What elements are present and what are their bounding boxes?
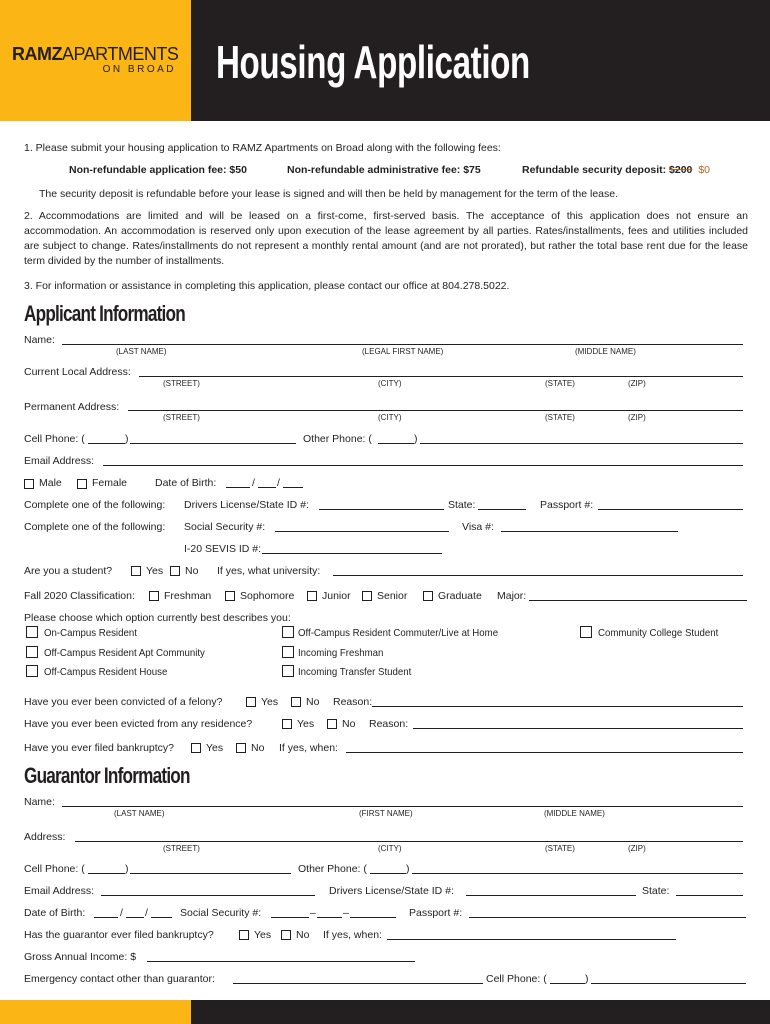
guarantor-dl-label: Drivers License/State ID #: <box>329 885 454 897</box>
logo <box>12 44 182 75</box>
logo-bold: RAMZ <box>12 44 62 64</box>
state-caption: (STATE) <box>545 844 575 853</box>
zip-caption: (ZIP) <box>628 844 646 853</box>
senior-checkbox[interactable] <box>362 591 372 601</box>
deposit-note: The security deposit is refundable before your lease is signed and will then be held by management for the term of the lease. <box>39 188 619 200</box>
guarantor-ssn-label: Social Security #: <box>180 907 262 919</box>
dob-day-field[interactable] <box>258 487 276 488</box>
felony-no-checkbox[interactable] <box>291 697 301 707</box>
student-no-label: No <box>185 565 199 577</box>
evicted-no-checkbox[interactable] <box>327 719 337 729</box>
emergency-cell-label: Cell Phone: ( <box>486 973 547 985</box>
state-caption: (STATE) <box>545 379 575 388</box>
guarantor-heading: Guarantor Information <box>24 763 190 788</box>
guarantor-bankruptcy-no-label: No <box>296 929 310 941</box>
passport-field[interactable] <box>598 509 743 510</box>
bankruptcy-when-label: If yes, when: <box>279 742 338 754</box>
state-label: State: <box>448 499 476 511</box>
major-field[interactable] <box>529 600 747 601</box>
guarantor-dob-slash: / <box>120 907 123 919</box>
incoming-transfer-checkbox[interactable] <box>282 665 294 677</box>
emergency-contact-label: Emergency contact other than guarantor: <box>24 973 215 985</box>
city-caption: (CITY) <box>378 844 402 853</box>
page-title: Housing Application <box>216 36 530 88</box>
evicted-yes-label: Yes <box>297 718 315 730</box>
guarantor-dl-field[interactable] <box>466 895 636 896</box>
option-label: Incoming Freshman <box>298 647 384 659</box>
street-caption: (STREET) <box>163 413 200 422</box>
option-label: Off-Campus Resident Apt Community <box>44 647 205 659</box>
evicted-question: Have you ever been evicted from any residence? <box>24 718 253 730</box>
sevis-field[interactable] <box>262 553 442 554</box>
other-paren: ) <box>414 433 418 445</box>
fee-deposit <box>522 164 710 176</box>
graduate-label: Graduate <box>438 590 482 602</box>
drivers-license-label: Drivers License/State ID #: <box>184 499 309 511</box>
junior-label: Junior <box>322 590 351 602</box>
dob-month-field[interactable] <box>226 487 250 488</box>
option-label: Off-Campus Resident Commuter/Live at Home <box>298 627 499 639</box>
student-question: Are you a student? <box>24 565 113 577</box>
off-campus-commuter-checkbox[interactable] <box>282 626 294 638</box>
current-address-label: Current Local Address: <box>24 366 131 378</box>
option-label: On-Campus Resident <box>44 627 137 639</box>
street-caption: (STREET) <box>163 844 200 853</box>
intro-item-2: 2. Accommodations are limited and will be leased on a first-come, first-served basis. The acceptance of this application does not ensure an accommodation. An accommodation is reserved only upon execution of the lease agreement by all parties. Rates/installments, fees and utilities included are subject to change. Rates/installments do not represent a monthly rental amount (and are not prorated), but rather the total base rent due for the lease term divided by the number of installments. <box>24 210 748 267</box>
footer-yellow-bar <box>0 1000 191 1024</box>
graduate-checkbox[interactable] <box>423 591 433 601</box>
guarantor-state-label: State: <box>642 885 670 897</box>
on-campus-checkbox[interactable] <box>26 626 38 638</box>
junior-checkbox[interactable] <box>307 591 317 601</box>
last-name-caption: (LAST NAME) <box>116 347 167 356</box>
felony-yes-label: Yes <box>261 696 279 708</box>
email-label: Email Address: <box>24 455 95 467</box>
felony-no-label: No <box>306 696 320 708</box>
logo-sub: ON BROAD <box>102 64 176 75</box>
first-name-caption: (LEGAL FIRST NAME) <box>362 347 444 356</box>
bankruptcy-when-field[interactable] <box>346 752 743 753</box>
felony-yes-checkbox[interactable] <box>246 697 256 707</box>
student-yes-label: Yes <box>146 565 164 577</box>
ssn-field[interactable] <box>275 531 449 532</box>
option-label: Community College Student <box>598 627 719 639</box>
zip-caption: (ZIP) <box>628 413 646 422</box>
guarantor-dob-year-field[interactable] <box>151 917 172 918</box>
guarantor-cell-area-field[interactable] <box>88 873 125 874</box>
dob-slash: / <box>252 477 255 489</box>
bankruptcy-no-label: No <box>251 742 265 754</box>
emergency-cell-paren: ) <box>585 973 589 985</box>
intro-item-1: 1. Please submit your housing application to RAMZ Apartments on Broad along with the following fees: <box>24 142 501 154</box>
cell-phone-field[interactable] <box>130 443 296 444</box>
guarantor-address-field[interactable] <box>75 841 743 842</box>
state-field[interactable] <box>478 509 526 510</box>
classification-label: Fall 2020 Classification: <box>24 590 135 602</box>
logo-rest: APARTMENTS <box>62 44 179 64</box>
fee-deposit-new: $0 <box>698 164 710 176</box>
evicted-no-label: No <box>342 718 356 730</box>
other-phone-label: Other Phone: ( <box>303 433 372 445</box>
off-campus-apt-checkbox[interactable] <box>26 646 38 658</box>
emergency-cell-area-field[interactable] <box>550 983 585 984</box>
complete-one-label: Complete one of the following: <box>24 521 166 533</box>
dob-year-field[interactable] <box>283 487 303 488</box>
guarantor-ssn-part3-field[interactable] <box>350 917 396 918</box>
other-area-code-field[interactable] <box>378 443 414 444</box>
female-label: Female <box>92 477 128 489</box>
guarantor-bankruptcy-no-checkbox[interactable] <box>281 930 291 940</box>
zip-caption: (ZIP) <box>628 379 646 388</box>
guarantor-other-phone-label: Other Phone: ( <box>298 863 367 875</box>
current-address-field[interactable] <box>139 376 743 377</box>
felony-reason-label: Reason: <box>333 696 373 708</box>
guarantor-dob-label: Date of Birth: <box>24 907 86 919</box>
fee-deposit-old: $200 <box>669 164 693 176</box>
footer-dark-bar <box>191 1000 770 1024</box>
university-field[interactable] <box>333 575 743 576</box>
guarantor-cell-field[interactable] <box>130 873 291 874</box>
applicant-heading: Applicant Information <box>24 301 185 326</box>
community-college-checkbox[interactable] <box>580 626 592 638</box>
freshman-label: Freshman <box>164 590 212 602</box>
senior-label: Senior <box>377 590 408 602</box>
city-caption: (CITY) <box>378 413 402 422</box>
major-label: Major: <box>497 590 527 602</box>
name-label: Name: <box>24 334 55 346</box>
state-caption: (STATE) <box>545 413 575 422</box>
emergency-cell-field[interactable] <box>591 983 746 984</box>
describes-label: Please choose which option currently best describes you: <box>24 612 291 624</box>
guarantor-name-label: Name: <box>24 796 55 808</box>
fee-administrative: Non-refundable administrative fee: $75 <box>287 164 481 176</box>
dob-label: Date of Birth: <box>155 477 217 489</box>
street-caption: (STREET) <box>163 379 200 388</box>
sevis-label: I-20 SEVIS ID #: <box>184 543 262 555</box>
fee-application: Non-refundable application fee: $50 <box>69 164 247 176</box>
guarantor-dob-slash: / <box>145 907 148 919</box>
emergency-contact-field[interactable] <box>233 983 483 984</box>
guarantor-income-field[interactable] <box>147 961 415 962</box>
bankruptcy-no-checkbox[interactable] <box>236 743 246 753</box>
freshman-checkbox[interactable] <box>149 591 159 601</box>
permanent-address-label: Permanent Address: <box>24 401 120 413</box>
middle-name-caption: (MIDDLE NAME) <box>544 809 605 818</box>
evicted-yes-checkbox[interactable] <box>282 719 292 729</box>
guarantor-income-label: Gross Annual Income: $ <box>24 951 137 963</box>
guarantor-ssn-dash: – <box>310 907 316 919</box>
guarantor-bankruptcy-question: Has the guarantor ever filed bankruptcy? <box>24 929 214 941</box>
bankruptcy-question: Have you ever filed bankruptcy? <box>24 742 174 754</box>
felony-reason-field[interactable] <box>372 706 743 707</box>
guarantor-cell-paren: ) <box>125 863 129 875</box>
cell-area-code-field[interactable] <box>88 443 125 444</box>
visa-field[interactable] <box>501 531 678 532</box>
option-label: Off-Campus Resident House <box>44 666 168 678</box>
fee-deposit-label: Refundable security deposit: <box>522 164 667 176</box>
evicted-reason-label: Reason: <box>369 718 409 730</box>
guarantor-dob-month-field[interactable] <box>94 917 118 918</box>
ssn-label: Social Security #: <box>184 521 266 533</box>
guarantor-ssn-part2-field[interactable] <box>317 917 342 918</box>
guarantor-bankruptcy-when-label: If yes, when: <box>323 929 382 941</box>
passport-label: Passport #: <box>540 499 594 511</box>
sophomore-checkbox[interactable] <box>225 591 235 601</box>
evicted-reason-field[interactable] <box>413 728 743 729</box>
middle-name-caption: (MIDDLE NAME) <box>575 347 636 356</box>
option-label: Incoming Transfer Student <box>298 666 412 678</box>
bankruptcy-yes-checkbox[interactable] <box>191 743 201 753</box>
guarantor-other-area-field[interactable] <box>370 873 406 874</box>
bankruptcy-yes-label: Yes <box>206 742 224 754</box>
cell-phone-label: Cell Phone: ( <box>24 433 85 445</box>
dob-slash: / <box>277 477 280 489</box>
first-name-caption: (FIRST NAME) <box>359 809 413 818</box>
guarantor-other-phone-field[interactable] <box>412 873 743 874</box>
guarantor-other-paren: ) <box>406 863 410 875</box>
guarantor-passport-field[interactable] <box>469 917 746 918</box>
guarantor-email-label: Email Address: <box>24 885 95 897</box>
name-field[interactable] <box>62 344 743 345</box>
off-campus-house-checkbox[interactable] <box>26 665 38 677</box>
female-checkbox[interactable] <box>77 479 87 489</box>
last-name-caption: (LAST NAME) <box>114 809 165 818</box>
incoming-freshman-checkbox[interactable] <box>282 646 294 658</box>
guarantor-bankruptcy-when-field[interactable] <box>387 939 676 940</box>
guarantor-ssn-dash: – <box>343 907 349 919</box>
student-no-checkbox[interactable] <box>170 566 180 576</box>
intro-item-3: 3. For information or assistance in completing this application, please contact our office at 804.278.5022. <box>24 280 510 292</box>
other-phone-field[interactable] <box>420 443 743 444</box>
guarantor-bankruptcy-yes-checkbox[interactable] <box>239 930 249 940</box>
cell-paren: ) <box>125 433 129 445</box>
email-field[interactable] <box>103 465 743 466</box>
guarantor-cell-label: Cell Phone: ( <box>24 863 85 875</box>
complete-one-label: Complete one of the following: <box>24 499 166 511</box>
guarantor-bankruptcy-yes-label: Yes <box>254 929 272 941</box>
male-checkbox[interactable] <box>24 479 34 489</box>
guarantor-dob-day-field[interactable] <box>126 917 144 918</box>
guarantor-email-field[interactable] <box>101 895 315 896</box>
sophomore-label: Sophomore <box>240 590 295 602</box>
guarantor-state-field[interactable] <box>676 895 743 896</box>
city-caption: (CITY) <box>378 379 402 388</box>
visa-label: Visa #: <box>462 521 494 533</box>
guarantor-name-field[interactable] <box>62 806 743 807</box>
guarantor-ssn-part1-field[interactable] <box>271 917 309 918</box>
guarantor-address-label: Address: <box>24 831 66 843</box>
student-yes-checkbox[interactable] <box>131 566 141 576</box>
drivers-license-field[interactable] <box>319 509 444 510</box>
university-label: If yes, what university: <box>217 565 321 577</box>
permanent-address-field[interactable] <box>128 410 743 411</box>
felony-question: Have you ever been convicted of a felony? <box>24 696 223 708</box>
male-label: Male <box>39 477 62 489</box>
guarantor-passport-label: Passport #: <box>409 907 463 919</box>
